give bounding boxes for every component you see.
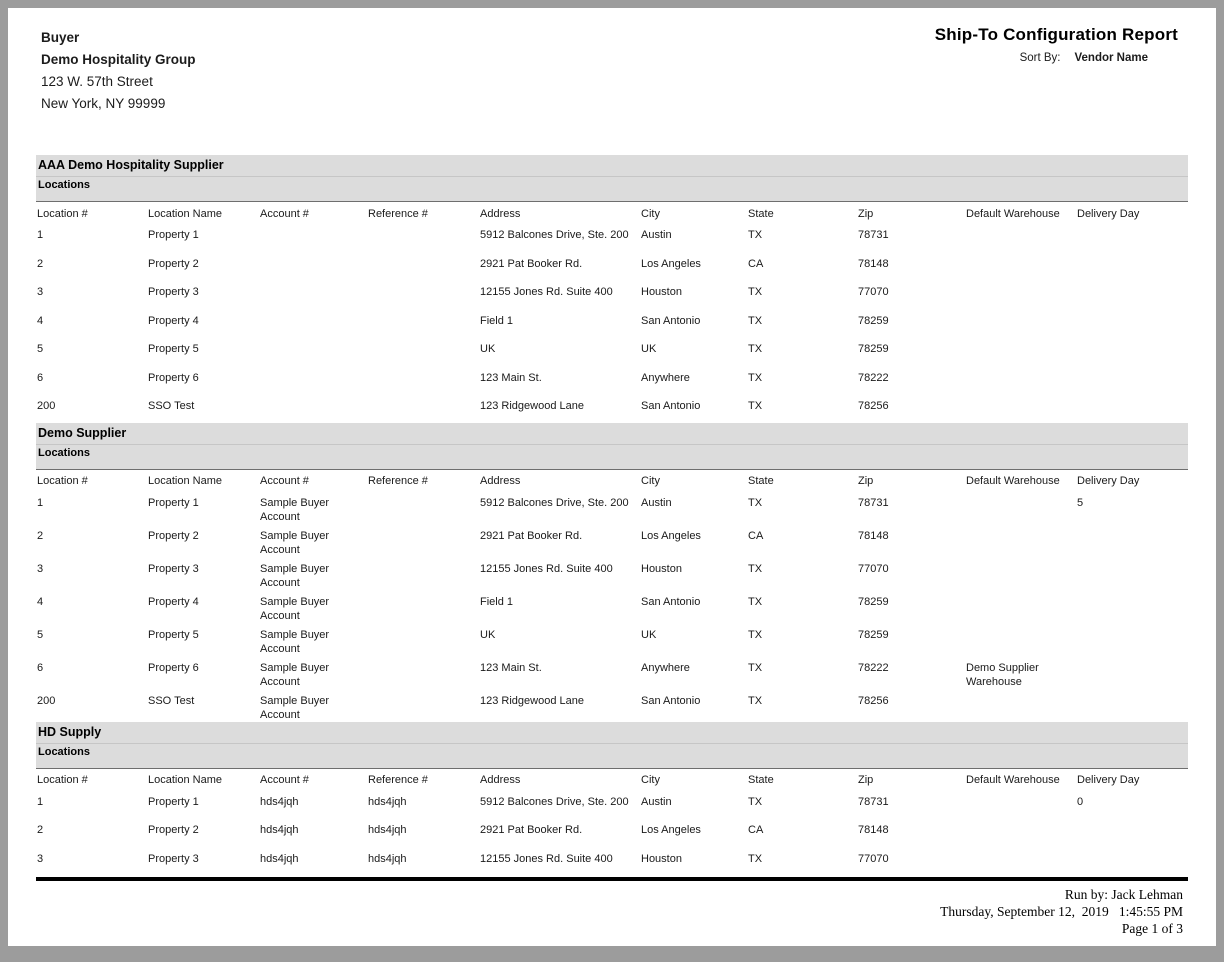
table-cell: [1076, 818, 1188, 847]
table-row: [36, 394, 1188, 423]
table-cell: Property 3: [148, 852, 199, 865]
column-header: State: [748, 774, 774, 786]
column-header: Location Name: [148, 774, 222, 786]
locations-table: [36, 202, 1188, 423]
column-header: Account #: [260, 475, 309, 487]
table-cell: [1076, 366, 1188, 395]
run-by-text: Run by: Jack Lehman: [1064, 887, 1183, 902]
table-cell: 78148: [858, 257, 889, 270]
column-header: Zip: [858, 207, 874, 220]
buyer-label: Buyer: [41, 30, 80, 45]
vendor-section: [36, 155, 1188, 423]
table-cell: TX: [748, 229, 763, 241]
column-header: Delivery Day: [1077, 475, 1140, 487]
title-block: [935, 25, 1178, 64]
table-cell: [965, 394, 1076, 423]
table-cell: [965, 557, 1076, 590]
table-cell: 123 Main St.: [480, 661, 542, 674]
table-cell: 77070: [858, 286, 889, 298]
footer-rule: [36, 877, 1188, 881]
locations-bar: [36, 445, 1188, 470]
vendor-name: AAA Demo Hospitality Supplier: [38, 158, 224, 172]
table-cell: 2: [37, 257, 44, 270]
table-cell: TX: [748, 795, 763, 808]
table-cell: 5: [37, 343, 44, 355]
table-cell: [367, 337, 479, 366]
table-cell: 200: [37, 400, 56, 412]
table-cell: Los Angeles: [641, 529, 701, 542]
table-cell: Sample Buyer Account: [260, 694, 330, 721]
table-cell: [965, 366, 1076, 395]
table-cell: TX: [748, 314, 763, 327]
table-row: [36, 623, 1188, 656]
table-cell: TX: [748, 286, 763, 298]
sort-by-value: Vendor Name: [1074, 52, 1148, 64]
table-cell: 200: [37, 694, 56, 707]
report-title: Ship-To Configuration Report: [934, 25, 1178, 44]
table-cell: 5: [37, 628, 44, 641]
column-header-row: [36, 769, 1188, 790]
table-row: [36, 847, 1188, 876]
table-cell: Demo Supplier Warehouse: [966, 661, 1039, 688]
locations-label: Locations: [38, 179, 90, 191]
table-cell: 78731: [858, 229, 889, 241]
table-cell: Sample Buyer Account: [260, 628, 330, 655]
table-row: [36, 557, 1188, 590]
table-cell: Sample Buyer Account: [260, 496, 330, 523]
column-header: Account #: [260, 207, 309, 220]
table-cell: [965, 590, 1076, 623]
table-cell: [965, 309, 1076, 338]
locations-label: Locations: [38, 745, 90, 758]
table-cell: 123 Ridgewood Lane: [480, 694, 584, 707]
table-row: [36, 790, 1188, 819]
table-cell: [259, 223, 367, 252]
table-cell: [965, 252, 1076, 281]
column-header: Address: [480, 774, 521, 786]
column-header: Reference #: [368, 774, 428, 786]
table-cell: 4: [37, 314, 44, 327]
table-cell: [259, 280, 367, 309]
table-cell: 2921 Pat Booker Rd.: [480, 257, 583, 270]
table-cell: hds4jqh: [260, 795, 299, 808]
table-cell: SSO Test: [148, 400, 195, 412]
table-cell: [965, 818, 1076, 847]
table-cell: 78148: [858, 529, 889, 542]
table-cell: 5: [1077, 496, 1084, 509]
table-cell: hds4jqh: [368, 824, 407, 836]
table-row: [36, 252, 1188, 281]
column-header: Reference #: [368, 207, 428, 220]
table-cell: hds4jqh: [260, 852, 299, 865]
table-cell: Property 4: [148, 314, 199, 327]
table-cell: [965, 337, 1076, 366]
locations-bar: [36, 744, 1188, 769]
column-header: City: [641, 774, 660, 786]
table-cell: Houston: [641, 852, 682, 865]
table-cell: 2: [37, 529, 44, 542]
table-cell: Sample Buyer Account: [260, 661, 330, 688]
table-cell: [259, 394, 367, 423]
table-cell: Property 5: [148, 343, 199, 355]
table-cell: [965, 623, 1076, 656]
report-header: [36, 8, 1188, 115]
table-cell: 12155 Jones Rd. Suite 400: [480, 852, 613, 865]
table-row: [36, 280, 1188, 309]
vendor-section: [36, 423, 1188, 722]
table-row: [36, 689, 1188, 722]
table-cell: [1076, 252, 1188, 281]
table-row: [36, 590, 1188, 623]
table-cell: Houston: [641, 286, 682, 298]
table-cell: Field 1: [480, 314, 514, 327]
column-header-row: [36, 470, 1188, 491]
column-header: Default Warehouse: [966, 475, 1060, 487]
table-cell: [1076, 689, 1188, 722]
table-cell: CA: [748, 257, 764, 270]
table-cell: Sample Buyer Account: [260, 562, 330, 589]
table-cell: [1076, 557, 1188, 590]
column-header: Account #: [260, 774, 309, 786]
table-cell: TX: [748, 400, 763, 412]
page-number-text: Page 1 of 3: [1121, 921, 1183, 936]
table-cell: [1076, 280, 1188, 309]
table-cell: TX: [748, 661, 763, 674]
table-cell: [965, 847, 1076, 876]
table-cell: Property 1: [148, 795, 199, 808]
table-cell: [965, 689, 1076, 722]
table-cell: Property 2: [148, 824, 199, 836]
table-cell: 78222: [858, 661, 889, 674]
table-cell: [965, 491, 1076, 524]
table-cell: [259, 309, 367, 338]
table-cell: Field 1: [480, 595, 514, 608]
table-cell: [965, 524, 1076, 557]
table-cell: hds4jqh: [368, 852, 407, 865]
table-cell: [367, 394, 479, 423]
table-cell: TX: [748, 628, 763, 641]
table-cell: 5912 Balcones Drive, Ste. 200: [480, 229, 629, 241]
table-cell: San Antonio: [641, 400, 701, 412]
buyer-address-line2: New York, NY 99999: [41, 96, 166, 111]
table-cell: 2921 Pat Booker Rd.: [480, 529, 583, 542]
table-cell: 6: [37, 661, 44, 674]
table-cell: TX: [748, 496, 763, 509]
table-cell: [367, 689, 479, 722]
table-cell: Anywhere: [641, 371, 690, 384]
vendor-name: Demo Supplier: [38, 425, 127, 440]
table-cell: San Antonio: [641, 314, 701, 327]
column-header: Default Warehouse: [966, 774, 1060, 786]
table-cell: [1076, 337, 1188, 366]
table-row: [36, 223, 1188, 252]
column-header: Zip: [858, 475, 874, 487]
column-header-row: [36, 202, 1188, 223]
table-cell: [367, 366, 479, 395]
table-cell: [965, 790, 1076, 819]
table-row: [36, 491, 1188, 524]
vendor-name-bar: [36, 155, 1188, 177]
table-cell: [259, 252, 367, 281]
table-cell: Property 1: [148, 496, 199, 509]
table-cell: 78731: [858, 795, 889, 808]
table-cell: [1076, 524, 1188, 557]
table-cell: 78259: [858, 628, 889, 641]
report-page: [8, 8, 1216, 946]
table-cell: SSO Test: [148, 694, 195, 707]
table-cell: Austin: [641, 496, 672, 509]
column-header: City: [641, 207, 660, 220]
table-cell: 3: [37, 562, 44, 575]
column-header: State: [748, 207, 774, 220]
table-cell: 2921 Pat Booker Rd.: [480, 824, 583, 836]
table-cell: TX: [748, 343, 763, 355]
table-cell: 3: [37, 286, 44, 298]
table-cell: TX: [748, 371, 763, 384]
table-cell: 123 Main St.: [480, 371, 542, 384]
table-cell: [965, 280, 1076, 309]
table-cell: [1076, 223, 1188, 252]
table-cell: 2: [37, 824, 44, 836]
table-cell: Sample Buyer Account: [260, 595, 330, 622]
table-row: [36, 309, 1188, 338]
report-footer: [36, 886, 1188, 937]
table-cell: 78259: [858, 595, 889, 608]
column-header: Default Warehouse: [966, 207, 1060, 220]
column-header: Location #: [37, 207, 88, 220]
table-cell: [259, 366, 367, 395]
sort-by-line: [935, 52, 1178, 64]
table-cell: 1: [37, 795, 44, 808]
table-cell: 5912 Balcones Drive, Ste. 200: [480, 496, 629, 509]
table-cell: 6: [37, 371, 44, 384]
table-cell: UK: [480, 628, 496, 641]
column-header: Location #: [37, 774, 88, 786]
column-header: Delivery Day: [1077, 207, 1140, 220]
table-cell: Property 3: [148, 562, 199, 575]
table-cell: [1076, 590, 1188, 623]
table-cell: 78148: [858, 824, 889, 836]
table-cell: 0: [1077, 795, 1084, 808]
column-header: Address: [480, 207, 521, 220]
table-cell: 12155 Jones Rd. Suite 400: [480, 286, 613, 298]
table-cell: Los Angeles: [641, 257, 701, 270]
locations-table: [36, 769, 1188, 876]
table-cell: [367, 656, 479, 689]
buyer-name: Demo Hospitality Group: [41, 52, 196, 67]
table-cell: [1076, 309, 1188, 338]
table-cell: [1076, 656, 1188, 689]
table-cell: UK: [641, 343, 657, 355]
table-cell: Sample Buyer Account: [260, 529, 330, 556]
locations-table: [36, 470, 1188, 722]
table-row: [36, 337, 1188, 366]
table-cell: [367, 524, 479, 557]
table-cell: 123 Ridgewood Lane: [480, 400, 584, 412]
table-cell: 77070: [858, 852, 889, 865]
table-cell: Austin: [641, 795, 672, 808]
table-cell: Property 4: [148, 595, 199, 608]
table-cell: [259, 337, 367, 366]
table-cell: Property 2: [148, 529, 199, 542]
table-cell: [367, 309, 479, 338]
table-cell: hds4jqh: [368, 795, 407, 808]
table-cell: Los Angeles: [641, 824, 701, 836]
table-cell: [1076, 394, 1188, 423]
table-cell: TX: [748, 694, 763, 707]
table-cell: San Antonio: [641, 595, 701, 608]
table-cell: Property 2: [148, 257, 199, 270]
table-cell: Property 3: [148, 286, 199, 298]
table-cell: UK: [641, 628, 657, 641]
column-header: Zip: [858, 774, 874, 786]
table-cell: Austin: [641, 229, 672, 241]
vendor-name-bar: [36, 722, 1188, 744]
table-cell: 77070: [858, 562, 889, 575]
table-cell: [367, 280, 479, 309]
table-row: [36, 366, 1188, 395]
run-date-text: Thursday, September 12, 2019 1:45:55 PM: [940, 904, 1183, 919]
buyer-address-line1: 123 W. 57th Street: [41, 74, 153, 89]
column-header: State: [748, 475, 774, 487]
vendor-sections: [36, 155, 1188, 875]
column-header: Location #: [37, 475, 88, 487]
table-cell: 78259: [858, 314, 889, 327]
table-cell: [367, 252, 479, 281]
table-cell: [367, 590, 479, 623]
table-cell: [965, 223, 1076, 252]
table-cell: [367, 223, 479, 252]
table-cell: 5912 Balcones Drive, Ste. 200: [480, 795, 629, 808]
table-cell: TX: [748, 852, 763, 865]
vendor-section: [36, 722, 1188, 876]
table-cell: CA: [748, 824, 764, 836]
table-row: [36, 656, 1188, 689]
table-cell: 78256: [858, 694, 889, 707]
sort-by-label: Sort By:: [1019, 52, 1061, 64]
table-cell: [367, 557, 479, 590]
table-cell: 78256: [858, 400, 889, 412]
table-cell: 78222: [858, 371, 889, 384]
table-cell: Property 6: [148, 371, 199, 384]
table-cell: 1: [37, 229, 44, 241]
table-row: [36, 818, 1188, 847]
column-header: Delivery Day: [1077, 774, 1140, 786]
table-cell: UK: [480, 343, 496, 355]
table-cell: TX: [748, 562, 763, 575]
table-cell: 78259: [858, 343, 889, 355]
table-cell: 78731: [858, 496, 889, 509]
table-cell: [367, 623, 479, 656]
locations-bar: [36, 177, 1188, 202]
table-cell: TX: [748, 595, 763, 608]
table-cell: 12155 Jones Rd. Suite 400: [480, 562, 613, 575]
table-cell: [1076, 623, 1188, 656]
table-cell: Houston: [641, 562, 682, 575]
table-cell: San Antonio: [641, 694, 701, 707]
locations-label: Locations: [38, 446, 90, 459]
column-header: City: [641, 475, 660, 487]
table-cell: hds4jqh: [260, 824, 299, 836]
column-header: Location Name: [148, 207, 222, 220]
table-cell: Property 1: [148, 229, 199, 241]
table-cell: [1076, 847, 1188, 876]
table-cell: Property 5: [148, 628, 199, 641]
table-cell: 4: [37, 595, 44, 608]
column-header: Location Name: [148, 475, 222, 487]
table-row: [36, 524, 1188, 557]
table-cell: [367, 491, 479, 524]
vendor-name: HD Supply: [38, 724, 102, 739]
table-cell: Anywhere: [641, 661, 690, 674]
table-cell: CA: [748, 529, 764, 542]
table-cell: 3: [37, 852, 44, 865]
table-cell: 1: [37, 496, 44, 509]
vendor-name-bar: [36, 423, 1188, 445]
column-header: Address: [480, 475, 521, 487]
table-cell: Property 6: [148, 661, 199, 674]
column-header: Reference #: [368, 475, 428, 487]
